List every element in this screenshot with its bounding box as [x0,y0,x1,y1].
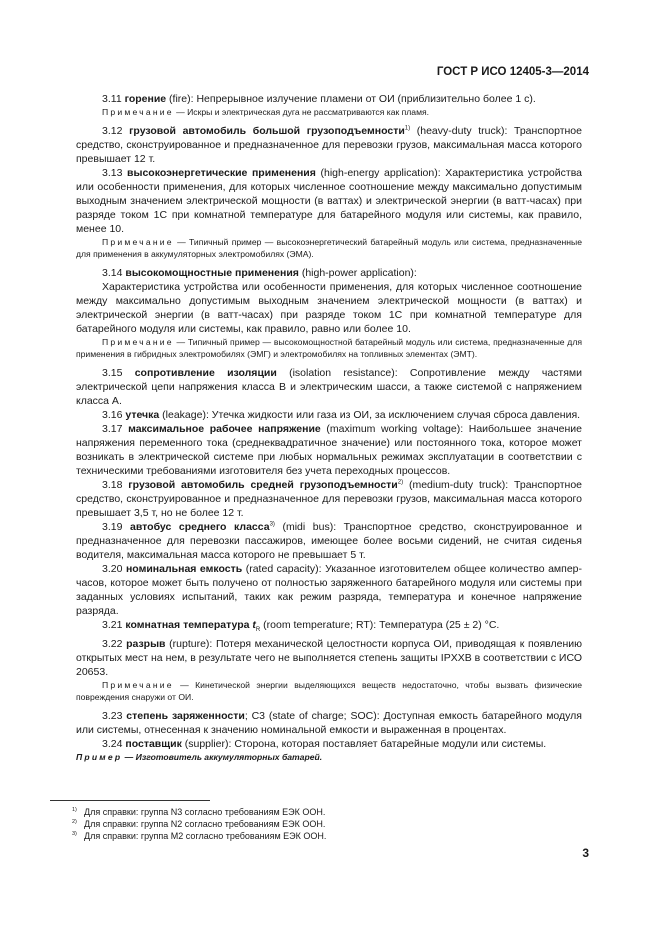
entry-3-19: 3.19 автобус среднего класса$^{3)}$ (midi bus): Транспортное средство, сконструированное и предназначенное для перевозки пассажиров, имеющее более восьми сидений, не считая сиденья водителя, максимальная масса которого не превышает 5 т. [76,521,582,561]
example-3-24: Пример — Изготовитель аккумуляторных батарей. [76,752,323,763]
entry-3-20: 3.20 номинальная емкость (rated capacity): Указанное изготовителем общее количество ампер-часов, которое может быть получено от полностью заряженного батарейного модуля или системы при заданных условиях испытаний, таких как режим разряда, температура и конечное напряжение разряда. [76,563,582,617]
entry-3-12: 3.12 грузовой автомобиль большой грузоподъемности$^{1)}$ (heavy-duty truck): Транспортное средство, сконструированное и предназначенное для перевозки грузов, максимальная масса которого превышает 12 т. [76,125,582,165]
document-body [76,92,582,763]
footnote-item: 1) Для справки: группа N3 согласно требованиям ЕЭК ООН. [72,807,326,817]
entry-3-14: 3.14 высокомощностные применения (high-power application): [102,267,417,279]
entry-3-17: 3.17 максимальное рабочее напряжение (maximum working voltage): Наибольшее значение напряжения переменного тока (среднеквадратичное значение) или постоянного тока, которое может возникать в электрической системе при любых нормальных режимах эксплуатации в соответствии с техническими требованиями изготовителя без учета переходных процессов. [76,423,583,477]
entry-3-16: 3.16 утечка (leakage): Утечка жидкости или газа из ОИ, за исключением случая сброса давления. [102,409,581,421]
entry-3-15: 3.15 сопротивление изоляции (isolation resistance): Сопротивление между частями электрической цепи напряжения класса В и электрическим шасси, а также системой с напряжением класса А. [76,367,582,407]
entry-3-24: 3.24 поставщик (supplier): Сторона, которая поставляет батарейные модули или системы. [102,738,547,751]
entry-3-21: 3.21 комнатная температура $t_R$ (room temperature; RT): Температура (25 ± 2) °С. [102,619,500,634]
page-number: 3 [582,846,589,860]
footnotes [72,806,326,842]
entry-3-18: 3.18 грузовой автомобиль средней грузоподъемности$^{2)}$ (medium-duty truck): Транспортное средство, сконструированное и предназначенное для перевозки грузов, максимальная масса которого превышает 3,5 т, но не более 12 т. [76,479,583,519]
footnote-item: 2) Для справки: группа N2 согласно требованиям ЕЭК ООН. [72,819,326,829]
footnote-item: 3) Для справки: группа M2 согласно требованиям ЕЭК ООН. [72,831,327,841]
note-3-11: Примечание — Искры и электрическая дуга не рассматриваются как пламя. [102,107,430,117]
entry-3-23: 3.23 степень заряженности; С3 (state of charge; SOC): Доступная емкость батарейного модуля или системы, отнесенная к значению номинальной емкости и выраженная в процентах. [76,710,582,737]
standard-designation: ГОСТ Р ИСО 12405-3—2014 [436,66,589,78]
note-3-13: Примечание — Типичный пример — высокоэнергетический батарейный модуль или система, предназначенные для применения в аккумуляторных электромобилях (ЭМА). [76,237,582,259]
note-3-22: Примечание — Кинетической энергии выделяющихся веществ недостаточно, чтобы вызвать физические повреждения снаружи от ОИ. [76,680,582,703]
entry-3-22: 3.22 разрыв (rupture): Потеря механической целостности корпуса ОИ, приводящая к появлению открытых мест на нем, в результате чего не выполняется степень защиты IPXXB в соответствии с ИСО 20653. [76,638,583,679]
entry-3-11: 3.11 горение (fire): Непрерывное излучение пламени от ОИ (приблизительно более 1 с). [102,93,536,105]
entry-3-14-definition: Характеристика устройства или особенности применения, для которых численное соотношение между максимально допустимым выходным значением электрической мощности (в ваттах) и электрической энергии (в ватт-часах) при разряде током 1С при комнатной температуре для батарейного модуля или системы, как правило, равно или более 10. [76,281,582,335]
entry-3-13: 3.13 высокоэнергетические применения (high-energy application): Характеристика устройства или особенности применения, для которых численное соотношение между максимально допустимым выходным значением электрической мощности (в ваттах) и электрической энергии (в ватт-часах) при разряде током 1С при комнатной температуре для батарейного модуля или системы, как правило, менее 10. [76,167,582,235]
note-3-14: Примечание — Типичный пример — высокомощностной батарейный модуль или система, предназначенные для применения в гибридных электромобилях (ЭМГ) и электромобилях на топливных элементах (ЭМТ). [76,337,582,359]
footnote-separator [50,800,210,801]
